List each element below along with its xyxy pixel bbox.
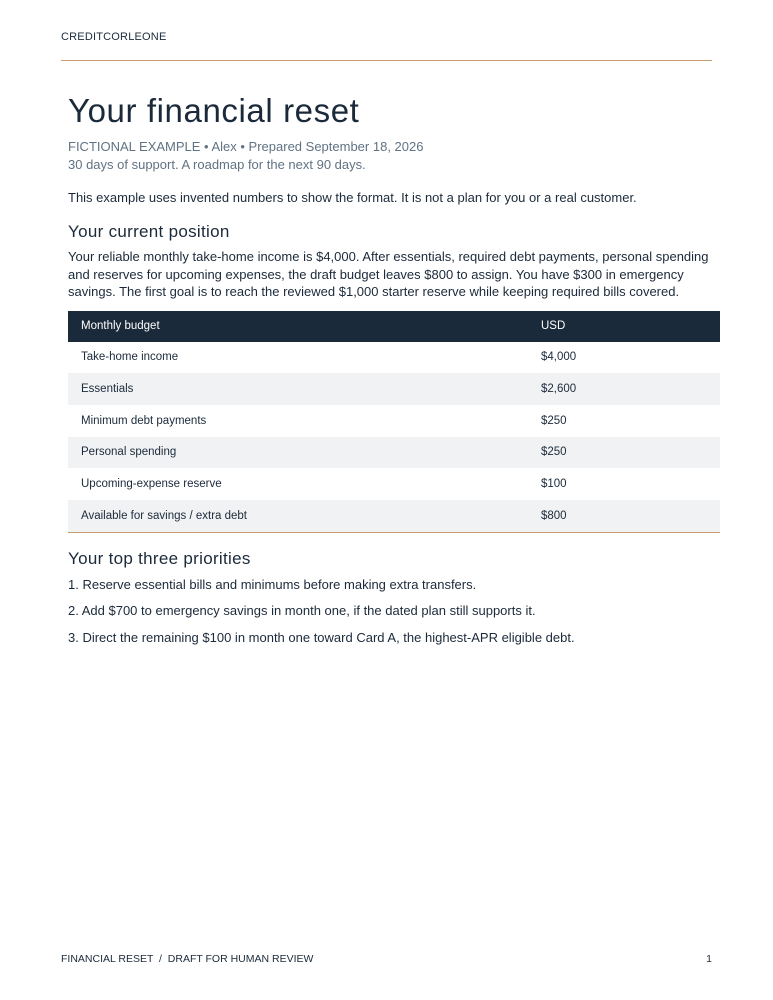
- row-amount: $4,000: [541, 351, 577, 364]
- position-paragraph: Your reliable monthly take-home income is $4,000. After essentials, required debt payments, personal spending and reserves for upcoming expenses, the draft budget leaves $800 to assign. You have $300 in emergency savings. The first goal is to reach the reviewed $1,000 starter reserve while keeping required bills covered.: [68, 249, 709, 299]
- column-header-category: Monthly budget: [68, 311, 528, 342]
- row-amount: $2,600: [528, 373, 720, 405]
- footer-label: FINANCIAL RESET / DRAFT FOR HUMAN REVIEW: [61, 953, 314, 965]
- row-label: Minimum debt payments: [81, 414, 207, 427]
- row-amount: $100: [541, 478, 567, 491]
- priorities-list: [68, 576, 720, 646]
- document-body: [68, 92, 720, 655]
- meta-line-prepared: FICTIONAL EXAMPLE • Alex • Prepared September 18, 2026: [68, 139, 424, 154]
- table-row: [68, 500, 720, 532]
- document-meta: [68, 138, 720, 174]
- row-label: Upcoming-expense reserve: [81, 478, 222, 491]
- section-heading-priorities: Your top three priorities: [68, 548, 251, 568]
- row-label: Essentials: [68, 373, 528, 405]
- row-amount: $250: [528, 437, 720, 469]
- table-header-row: [68, 311, 720, 342]
- table-row: [68, 405, 720, 437]
- list-item: 2. Add $700 to emergency savings in month one, if the dated plan still supports it.: [68, 603, 536, 619]
- row-amount: $250: [541, 414, 567, 427]
- table-row: [68, 437, 720, 469]
- row-label: Take-home income: [81, 351, 179, 364]
- disclaimer-text: This example uses invented numbers to show the format. It is not a plan for you or a real customer.: [68, 190, 637, 205]
- page-number: 1: [706, 953, 712, 965]
- table-row: [68, 468, 720, 500]
- budget-table: [68, 311, 720, 533]
- list-item: 1. Reserve essential bills and minimums before making extra transfers.: [68, 576, 477, 592]
- header-divider: [61, 60, 712, 61]
- meta-line-support: 30 days of support. A roadmap for the next 90 days.: [68, 157, 366, 172]
- section-heading-position: Your current position: [68, 222, 230, 241]
- brand-name: CREDITCORLEONE: [61, 31, 167, 43]
- row-label: Available for savings / extra debt: [68, 500, 528, 532]
- column-header-usd: USD: [528, 311, 720, 342]
- table-row: [68, 342, 720, 374]
- row-amount: $800: [528, 500, 720, 532]
- row-label: Personal spending: [68, 437, 528, 469]
- table-row: [68, 373, 720, 405]
- page-title: Your financial reset: [68, 92, 360, 129]
- list-item: 3. Direct the remaining $100 in month one toward Card A, the highest-APR eligible debt.: [68, 629, 575, 645]
